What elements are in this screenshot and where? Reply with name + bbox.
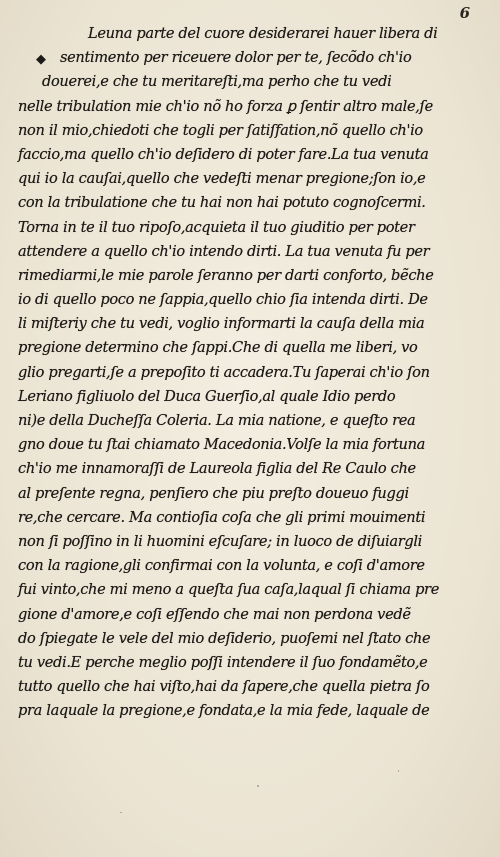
text-line: glio pregarti,ſe a prepoſito ti accadera.Tu ſaperai ch'io ſon xyxy=(18,363,430,381)
text-line: re,che cercare. Ma contioſia coſa che gli primi mouimenti xyxy=(18,508,426,526)
text-line: sentimento per riceuere dolor per te, ſecõdo ch'io xyxy=(60,49,412,67)
text-line: al preſente regna, penſiero che piu preſto doueuo fuggi xyxy=(18,484,409,502)
text-line: do ſpiegate le vele del mio deſiderio, puoſemi nel ſtato che xyxy=(18,629,431,647)
text-line: io di quello poco ne ſappia,quello chio ſia intenda dirti. De xyxy=(18,291,428,309)
text-line: gno doue tu ſtai chiamato Macedonia.Volſe la mia fortuna xyxy=(18,436,426,454)
paper-speck xyxy=(257,785,259,787)
text-line: non ſi poſſino in li huomini eſcuſare; in luoco de diſuiargli xyxy=(18,532,422,550)
text-line: gione d'amore,e coſi eſſendo che mai non perdona vedẽ xyxy=(18,605,411,623)
text-block xyxy=(10,22,482,723)
text-line: ch'io me innamoraſſi de Laureola figlia del Re Caulo che xyxy=(18,460,416,478)
text-line: faccio,ma quello ch'io deſidero di poter fare.La tua venuta xyxy=(18,145,429,163)
text-line: rimediarmi,le mie parole ſeranno per darti conforto, bẽche xyxy=(18,266,434,284)
text-line: nelle tribulation mie ch'io nõ ho forza ꝑ ſentir altro male,ſe xyxy=(18,97,433,115)
text-line: li miſteriy che tu vedi, voglio informarti la cauſa della mia xyxy=(18,315,425,333)
text-line: con la ragione,gli confirmai con la volunta, e coſi d'amore xyxy=(18,557,425,575)
margin-mark: ◆ xyxy=(36,52,46,67)
text-line: Leriano figliuolo del Duca Guerſio,al quale Idio perdo xyxy=(18,387,396,405)
text-line: attendere a quello ch'io intendo dirti. La tua venuta fu per xyxy=(18,242,430,260)
text-line: con la tribulatione che tu hai non hai potuto cognoſcermi. xyxy=(18,194,426,212)
text-line: Leuna parte del cuore desiderarei hauer libera di xyxy=(88,25,438,42)
page-number: 6 xyxy=(459,4,470,22)
paper-speck xyxy=(120,812,122,813)
text-line: pra laquale la pregione,e fondata,e la mia fede, laquale de xyxy=(18,702,430,720)
text-line: fui vinto,che mi meno a queſta ſua caſa,laqual ſi chiama pre xyxy=(18,581,439,599)
text-line: douerei,e che tu meritareſti,ma perho che tu vedi xyxy=(42,73,392,91)
text-line: Torna in te il tuo ripoſo,acquieta il tuo giuditio per poter xyxy=(18,218,415,236)
text-line: pregione determino che ſappi.Che di quella me liberi, vo xyxy=(18,339,418,357)
text-line: non il mio,chiedoti che togli per ſatiſfation,nõ quello ch'io xyxy=(18,121,423,139)
text-line: qui io la cauſai,quello che vedeſti menar pregione;ſon io,e xyxy=(18,170,426,188)
text-line: tu vedi.E perche meglio poſſi intendere il ſuo fondamẽto,e xyxy=(18,653,428,671)
text-line: tutto quello che hai viſto,hai da ſapere,che quella pietra ſo xyxy=(18,678,430,696)
paper-speck xyxy=(398,770,399,772)
text-line: ni)e della Ducheſſa Coleria. La mia natione, e queſto rea xyxy=(18,412,416,429)
